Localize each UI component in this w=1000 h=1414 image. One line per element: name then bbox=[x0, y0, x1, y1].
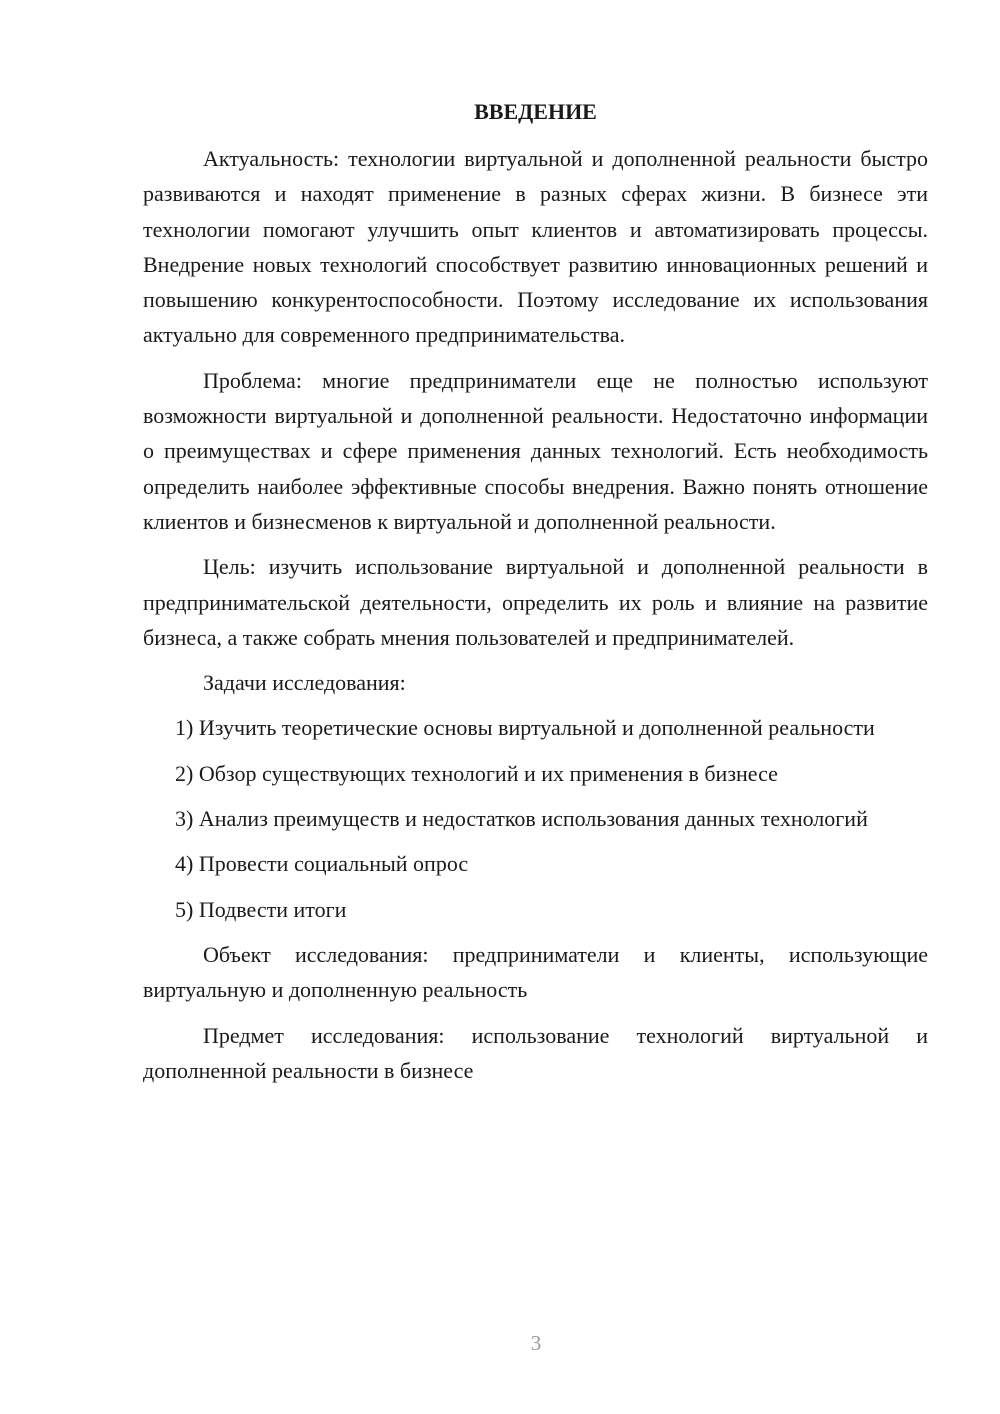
task-item: 4) Провести социальный опрос bbox=[175, 851, 469, 877]
relevance-paragraph: Актуальность: технологии виртуальной и дополненной реальности быстро развиваются и находят применение в разных сферах жизни. В бизнесе эти технологии помогают улучшить опыт клиентов и автоматизировать процессы. Внедрение новых технологий способствует развитию инновационных решений и повышению конкурентоспособности. Поэтому исследование их использования актуально для современного предпринимательства. bbox=[143, 146, 928, 348]
task-item: 1) Изучить теоретические основы виртуальной и дополненной реальности bbox=[175, 715, 875, 741]
task-item: 2) Обзор существующих технологий и их применения в бизнесе bbox=[175, 760, 778, 786]
task-item: 3) Анализ преимуществ и недостатков использования данных технологий bbox=[175, 806, 868, 832]
subject-paragraph: Предмет исследования: использование технологий виртуальной и дополненной реальности в бизнесе bbox=[143, 1022, 928, 1083]
tasks-list bbox=[143, 710, 928, 926]
problem-paragraph: Проблема: многие предприниматели еще не полностью используют возможности виртуальной и дополненной реальности. Недостаточно информации о преимуществах и сфере применения данных технологий. Есть необходимость определить наиболее эффективные способы внедрения. Важно понять отношение клиентов и бизнесменов к виртуальной и дополненной реальности. bbox=[143, 367, 928, 534]
task-item: 5) Подвести итоги bbox=[175, 896, 347, 922]
page-number: 3 bbox=[530, 1331, 542, 1355]
object-paragraph: Объект исследования: предприниматели и клиенты, использующие виртуальную и дополненную реальность bbox=[143, 941, 928, 1003]
page-content bbox=[143, 94, 928, 1098]
goal-paragraph: Цель: изучить использование виртуальной и дополненной реальности в предпринимательской деятельности, определить их роль и влияние на развитие бизнеса, а также собрать мнения пользователей и предпринимателей. bbox=[143, 554, 928, 650]
tasks-heading: Задачи исследования: bbox=[203, 670, 406, 696]
section-title: ВВЕДЕНИЕ bbox=[474, 99, 597, 124]
